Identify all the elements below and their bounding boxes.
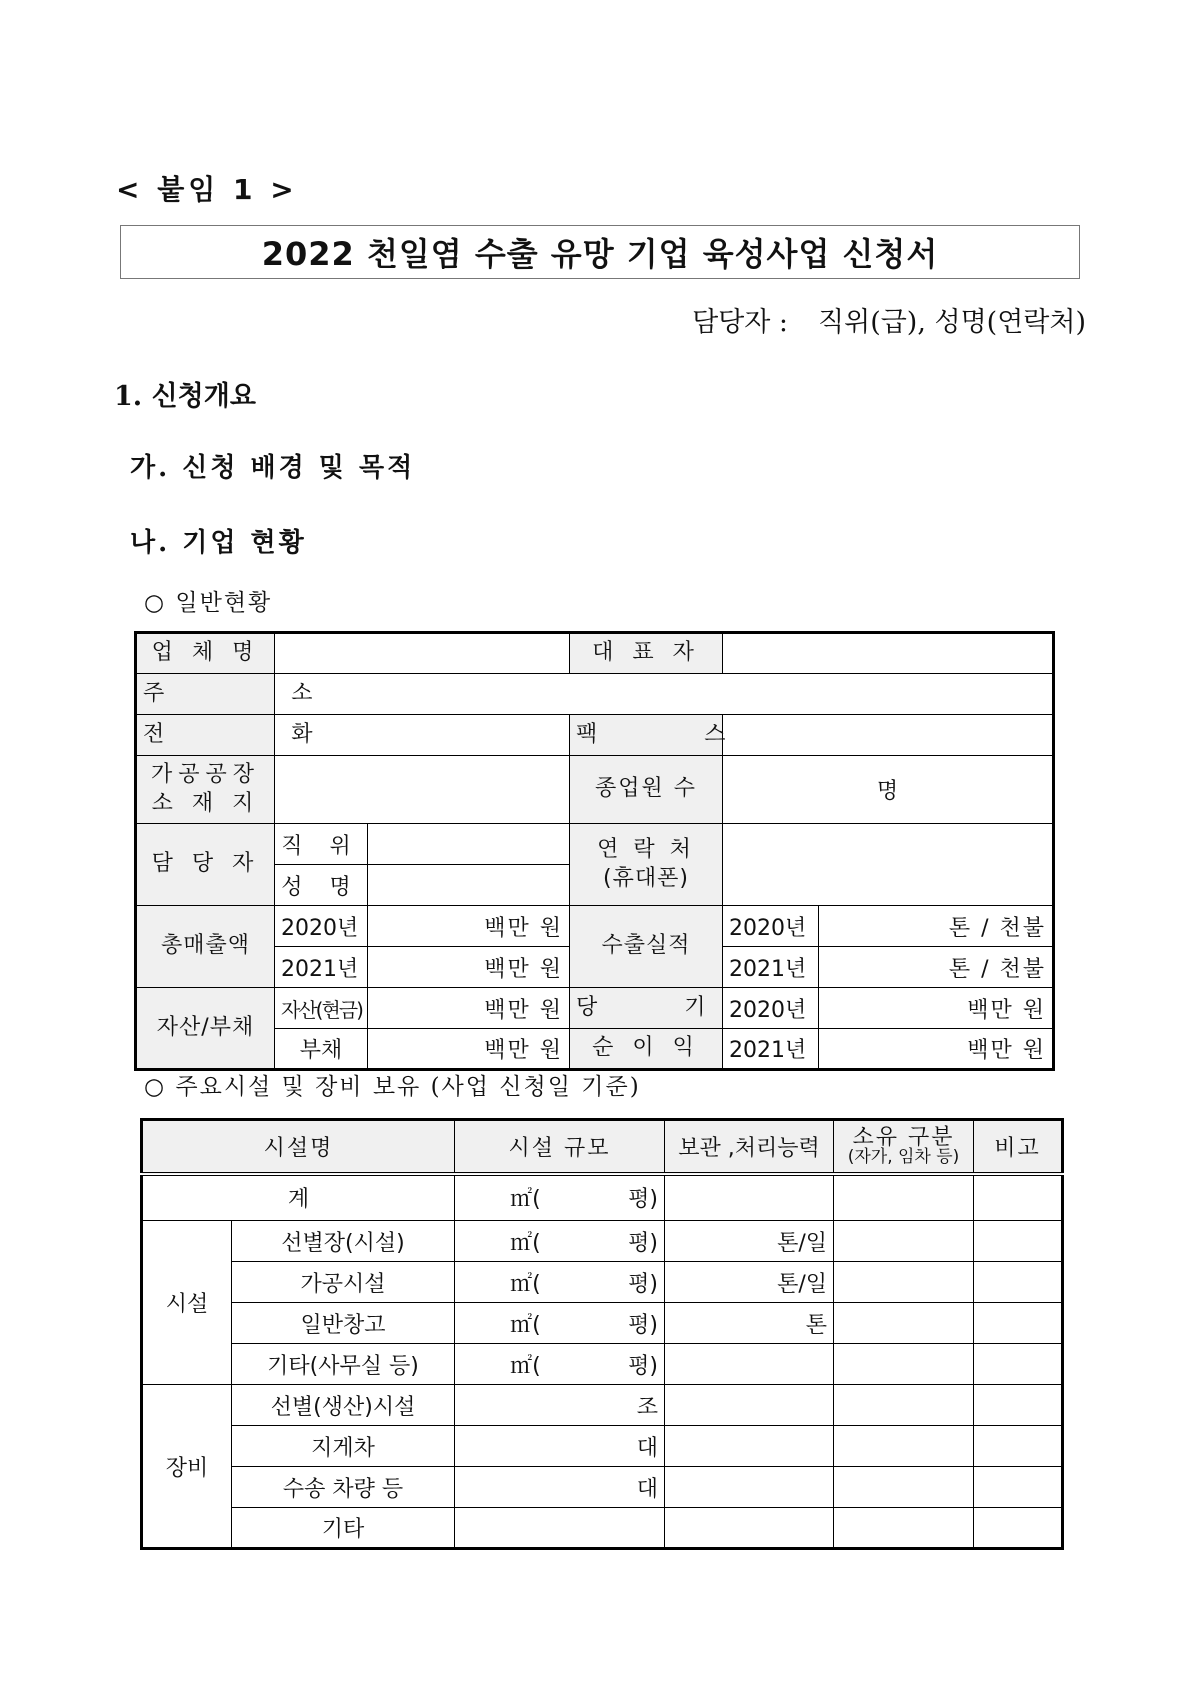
equipment-note-field[interactable]	[974, 1385, 1063, 1426]
equipment-count-field[interactable]	[455, 1467, 665, 1508]
attachment-label: < 붙임 1 >	[116, 173, 298, 206]
factory-location-field[interactable]	[275, 756, 570, 824]
sales-2021-field[interactable]	[368, 947, 570, 988]
label-factory-l2: 소 재 지	[151, 790, 260, 816]
contact-label: 담당자 :	[692, 307, 789, 338]
header-facility-name: 시설명	[142, 1120, 455, 1174]
equipment-ownership-field[interactable]	[834, 1426, 974, 1467]
facility-row-name: 선별장(시설)	[232, 1221, 455, 1262]
export-year-2020: 2020년	[723, 906, 819, 947]
employees-unit: 명	[876, 779, 899, 804]
facility-scale-field[interactable]	[455, 1344, 665, 1385]
equipment-unit: 대	[636, 1435, 659, 1461]
profit-year-2021: 2021년	[723, 1029, 819, 1070]
unit-pyeong: 평)	[628, 1230, 659, 1256]
contact-value: 직위(급), 성명(연락처)	[818, 307, 1086, 338]
profit-year-2020: 2020년	[723, 988, 819, 1029]
equipment-capacity-field[interactable]	[665, 1426, 834, 1467]
label-employees: 종업원 수	[570, 756, 723, 824]
facility-note-field[interactable]	[974, 1344, 1063, 1385]
equipment-note-field[interactable]	[974, 1426, 1063, 1467]
header-note: 비고	[974, 1120, 1063, 1174]
facility-scale-field[interactable]	[455, 1221, 665, 1262]
label-address: 주 소	[136, 674, 275, 715]
label-sales: 총매출액	[136, 906, 275, 988]
contact-line	[692, 300, 1086, 339]
facility-ownership-field[interactable]	[834, 1262, 974, 1303]
equipment-unit: 조	[636, 1394, 659, 1420]
facility-scale-field[interactable]	[455, 1262, 665, 1303]
bullet-general-status: ○ 일반현황	[144, 590, 273, 616]
name-field[interactable]	[368, 865, 570, 906]
label-factory-location	[136, 756, 275, 824]
debt-field[interactable]	[368, 1029, 570, 1070]
equipment-capacity-field[interactable]	[665, 1508, 834, 1549]
sales-2020-field[interactable]	[368, 906, 570, 947]
equipment-row-name: 선별(생산)시설	[232, 1385, 455, 1426]
label-position: 직 위	[275, 824, 368, 865]
label-factory-l1: 가공공장	[150, 761, 260, 787]
header-ownership	[834, 1120, 974, 1174]
capacity-unit: 톤/일	[777, 1271, 828, 1297]
equipment-row-name: 지게차	[232, 1426, 455, 1467]
label-fax: 팩 스	[570, 715, 723, 756]
label-profit-l2: 순 이 익	[570, 1029, 723, 1070]
unit-mil-won: 백만 원	[484, 1038, 563, 1063]
unit-ton-kusd: 톤 / 천불	[948, 956, 1046, 982]
label-debt: 부채	[275, 1029, 368, 1070]
facilities-table	[140, 1118, 1064, 1550]
group-facility: 시설	[142, 1221, 232, 1385]
sales-year-2021: 2021년	[275, 947, 368, 988]
profit-2021-field[interactable]	[819, 1029, 1054, 1070]
unit-mil-won: 백만 원	[484, 915, 563, 941]
header-scale: 시설 규모	[455, 1120, 665, 1174]
export-year-2021: 2021년	[723, 947, 819, 988]
label-asset-cash: 자산(현금)	[275, 988, 368, 1029]
ceo-field[interactable]	[723, 633, 1054, 674]
label-phone: 전 화	[136, 715, 275, 756]
facility-capacity-field[interactable]	[665, 1303, 834, 1344]
facility-note-field[interactable]	[974, 1303, 1063, 1344]
unit-pyeong: 평)	[628, 1312, 659, 1338]
label-ceo: 대 표 자	[570, 633, 723, 674]
label-company: 업 체 명	[136, 633, 275, 674]
facility-ownership-field[interactable]	[834, 1221, 974, 1262]
label-assets-debt: 자산/부채	[136, 988, 275, 1070]
company-field[interactable]	[275, 633, 570, 674]
unit-mil-won: 백만 원	[967, 1038, 1046, 1063]
label-name: 성 명	[275, 865, 368, 906]
header-ownership-sub: (자가, 임차 등)	[847, 1147, 960, 1168]
position-field[interactable]	[368, 824, 570, 865]
equipment-ownership-field[interactable]	[834, 1508, 974, 1549]
header-capacity: 보관 ,처리능력	[665, 1120, 834, 1174]
general-status-table	[134, 631, 1055, 1071]
employees-field[interactable]	[723, 756, 1054, 824]
unit-pyeong: 평)	[628, 1187, 659, 1213]
document-title-text: 2022 천일염 수출 유망 기업 육성사업 신청서	[261, 235, 939, 273]
mobile-field[interactable]	[723, 824, 1054, 906]
label-export: 수출실적	[570, 906, 723, 988]
unit-pyeong: 평)	[628, 1271, 659, 1297]
equipment-note-field[interactable]	[974, 1467, 1063, 1508]
capacity-unit: 톤	[805, 1312, 828, 1338]
facility-scale-field[interactable]	[455, 1303, 665, 1344]
equipment-ownership-field[interactable]	[834, 1385, 974, 1426]
unit-mil-won: 백만 원	[967, 997, 1046, 1023]
unit-mil-won: 백만 원	[484, 997, 563, 1023]
label-mobile-l1: 연 락 처	[597, 836, 695, 862]
header-ownership-main: 소유 구분	[852, 1125, 955, 1151]
bullet-facilities: ○ 주요시설 및 장비 보유 (사업 신청일 기준)	[144, 1074, 641, 1100]
total-ownership-field[interactable]	[834, 1174, 974, 1221]
equipment-row-name: 기타	[232, 1508, 455, 1549]
section-heading-1a: 가. 신청 배경 및 목적	[130, 453, 416, 483]
facility-ownership-field[interactable]	[834, 1344, 974, 1385]
profit-2020-field[interactable]	[819, 988, 1054, 1029]
capacity-unit: 톤/일	[777, 1230, 828, 1256]
label-manager: 담 당 자	[136, 824, 275, 906]
facility-capacity-field[interactable]	[665, 1221, 834, 1262]
unit-sqm: ㎡(	[510, 1353, 541, 1379]
facility-note-field[interactable]	[974, 1262, 1063, 1303]
equipment-count-field[interactable]	[455, 1385, 665, 1426]
equipment-ownership-field[interactable]	[834, 1467, 974, 1508]
section-heading-1b: 나. 기업 현황	[130, 528, 307, 558]
label-profit-l1: 당 기	[570, 988, 723, 1029]
facility-capacity-field[interactable]	[665, 1344, 834, 1385]
group-equipment: 장비	[142, 1385, 232, 1549]
sales-year-2020: 2020년	[275, 906, 368, 947]
unit-ton-kusd: 톤 / 천불	[948, 915, 1046, 941]
equipment-note-field[interactable]	[974, 1508, 1063, 1549]
export-2020-field[interactable]	[819, 906, 1054, 947]
equipment-capacity-field[interactable]	[665, 1467, 834, 1508]
unit-sqm: ㎡(	[510, 1187, 541, 1213]
facility-row-name: 기타(사무실 등)	[232, 1344, 455, 1385]
equipment-unit: 대	[636, 1476, 659, 1502]
total-label: 계	[142, 1174, 455, 1221]
unit-mil-won: 백만 원	[484, 956, 563, 982]
equipment-count-field[interactable]	[455, 1426, 665, 1467]
facility-ownership-field[interactable]	[834, 1303, 974, 1344]
section-heading-1: 1. 신청개요	[114, 381, 256, 412]
total-scale-field[interactable]	[455, 1174, 665, 1221]
label-mobile	[570, 824, 723, 906]
equipment-capacity-field[interactable]	[665, 1385, 834, 1426]
asset-cash-field[interactable]	[368, 988, 570, 1029]
facility-note-field[interactable]	[974, 1221, 1063, 1262]
unit-pyeong: 평)	[628, 1353, 659, 1379]
total-note-field[interactable]	[974, 1174, 1063, 1221]
total-capacity-field[interactable]	[665, 1174, 834, 1221]
equipment-row-name: 수송 차량 등	[232, 1467, 455, 1508]
equipment-count-field[interactable]	[455, 1508, 665, 1549]
label-mobile-l2: (휴대폰)	[603, 865, 689, 891]
facility-row-name: 가공시설	[232, 1262, 455, 1303]
unit-sqm: ㎡(	[510, 1230, 541, 1256]
unit-sqm: ㎡(	[510, 1271, 541, 1297]
facility-row-name: 일반창고	[232, 1303, 455, 1344]
facility-capacity-field[interactable]	[665, 1262, 834, 1303]
export-2021-field[interactable]	[819, 947, 1054, 988]
address-field[interactable]	[275, 674, 1054, 715]
document-title	[120, 225, 1080, 279]
unit-sqm: ㎡(	[510, 1312, 541, 1338]
